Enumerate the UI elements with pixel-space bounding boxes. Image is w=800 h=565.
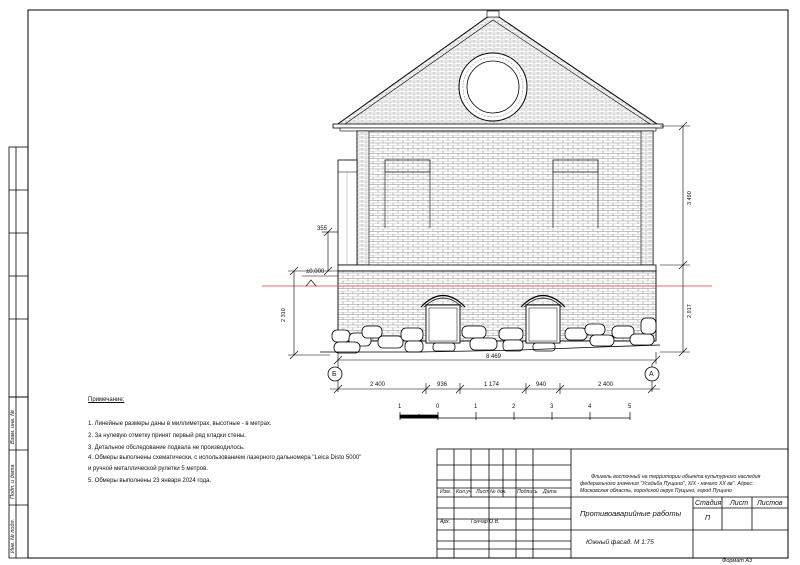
header-col-date: Дата [543, 489, 557, 495]
stage-value: П [705, 515, 711, 522]
side-label-replacement: Взам. инв. № [10, 409, 16, 444]
scale-label-1: 1 [398, 404, 402, 410]
author-name: Гончар О.В. [471, 519, 500, 525]
note-item: 3. Детальное обследование подвала не производилось. [88, 445, 245, 451]
bottom-dim-5: 2 400 [598, 382, 614, 388]
col-sheet: Лист [730, 500, 749, 507]
zero-mark-label: ±0,000 [306, 269, 325, 275]
scale-label-2: 2 [512, 404, 516, 410]
scale-label-5: 5 [628, 404, 632, 410]
bottom-dim-3: 1 174 [484, 382, 500, 388]
col-stage: Стадия [695, 500, 722, 507]
scale-label-1b: 1 [474, 404, 478, 410]
axis-label-left: Б [332, 371, 337, 378]
axis-label-right: А [649, 371, 654, 378]
dim-right-lower: 2 917 [687, 304, 693, 318]
scale-label-4: 4 [588, 404, 592, 410]
note-item: и ручной металлической рулетки 5 метров. [88, 466, 208, 472]
dim-right-upper: 3 490 [687, 191, 693, 205]
scale-bar [400, 412, 630, 420]
bottom-dim-4: 940 [536, 382, 547, 388]
header-col-doc: № док. [490, 489, 507, 495]
note-item: 1. Линейные размеры даны в миллиметрах, высотные - в метрах. [88, 421, 272, 427]
bottom-dim-1: 2 400 [370, 382, 386, 388]
header-col-signature: Подпись [517, 489, 538, 495]
scale-label-0: 0 [436, 404, 440, 410]
side-label-inventory: Инв. № подл. [10, 518, 16, 553]
lower-wall [338, 271, 656, 341]
note-item: 4. Обмеры выполнены схематически, с использованием лазерного дальномера "Leica Disto 5000" [88, 455, 362, 461]
bottom-dim-2: 936 [437, 382, 448, 388]
facade-drawing [262, 11, 712, 353]
overall-width-label: 8 469 [486, 354, 502, 360]
sheet-title: Южный фасад. М 1:75 [586, 539, 654, 546]
scale-label-3: 3 [550, 404, 554, 410]
object-line-3: Московская область, городской округ Пущино, город Пущино [580, 488, 732, 494]
side-label-signature: Подп. и дата [10, 464, 16, 499]
upper-wall [357, 131, 653, 269]
note-item: 2. За нулевую отметку принят первый ряд кладки стены. [88, 433, 246, 439]
object-line-2: федерального значения "Усадьба Пущино", XIX - начало XX вв". Адрес: [580, 481, 754, 487]
notes-title: Примечание: [88, 397, 125, 403]
note-item: 5. Обмеры выполнены 23 января 2024 года. [88, 478, 212, 484]
work-title: Противоаварийные работы [580, 509, 682, 518]
object-line-1: Флигель восточный на территории объекта культурного наследия [591, 474, 761, 480]
col-sheets: Листов [757, 500, 783, 507]
format-label: Формат А3 [722, 558, 753, 564]
header-col-qty: Кол.уч [456, 489, 472, 495]
side-extension [338, 160, 357, 265]
role-label: Арх. [440, 519, 451, 525]
dim-left-height: 2 310 [281, 308, 287, 322]
dim-left-355: 355 [317, 226, 328, 232]
header-col-rev: Изм. [440, 489, 452, 495]
header-col-sheet: Лист [476, 489, 490, 495]
